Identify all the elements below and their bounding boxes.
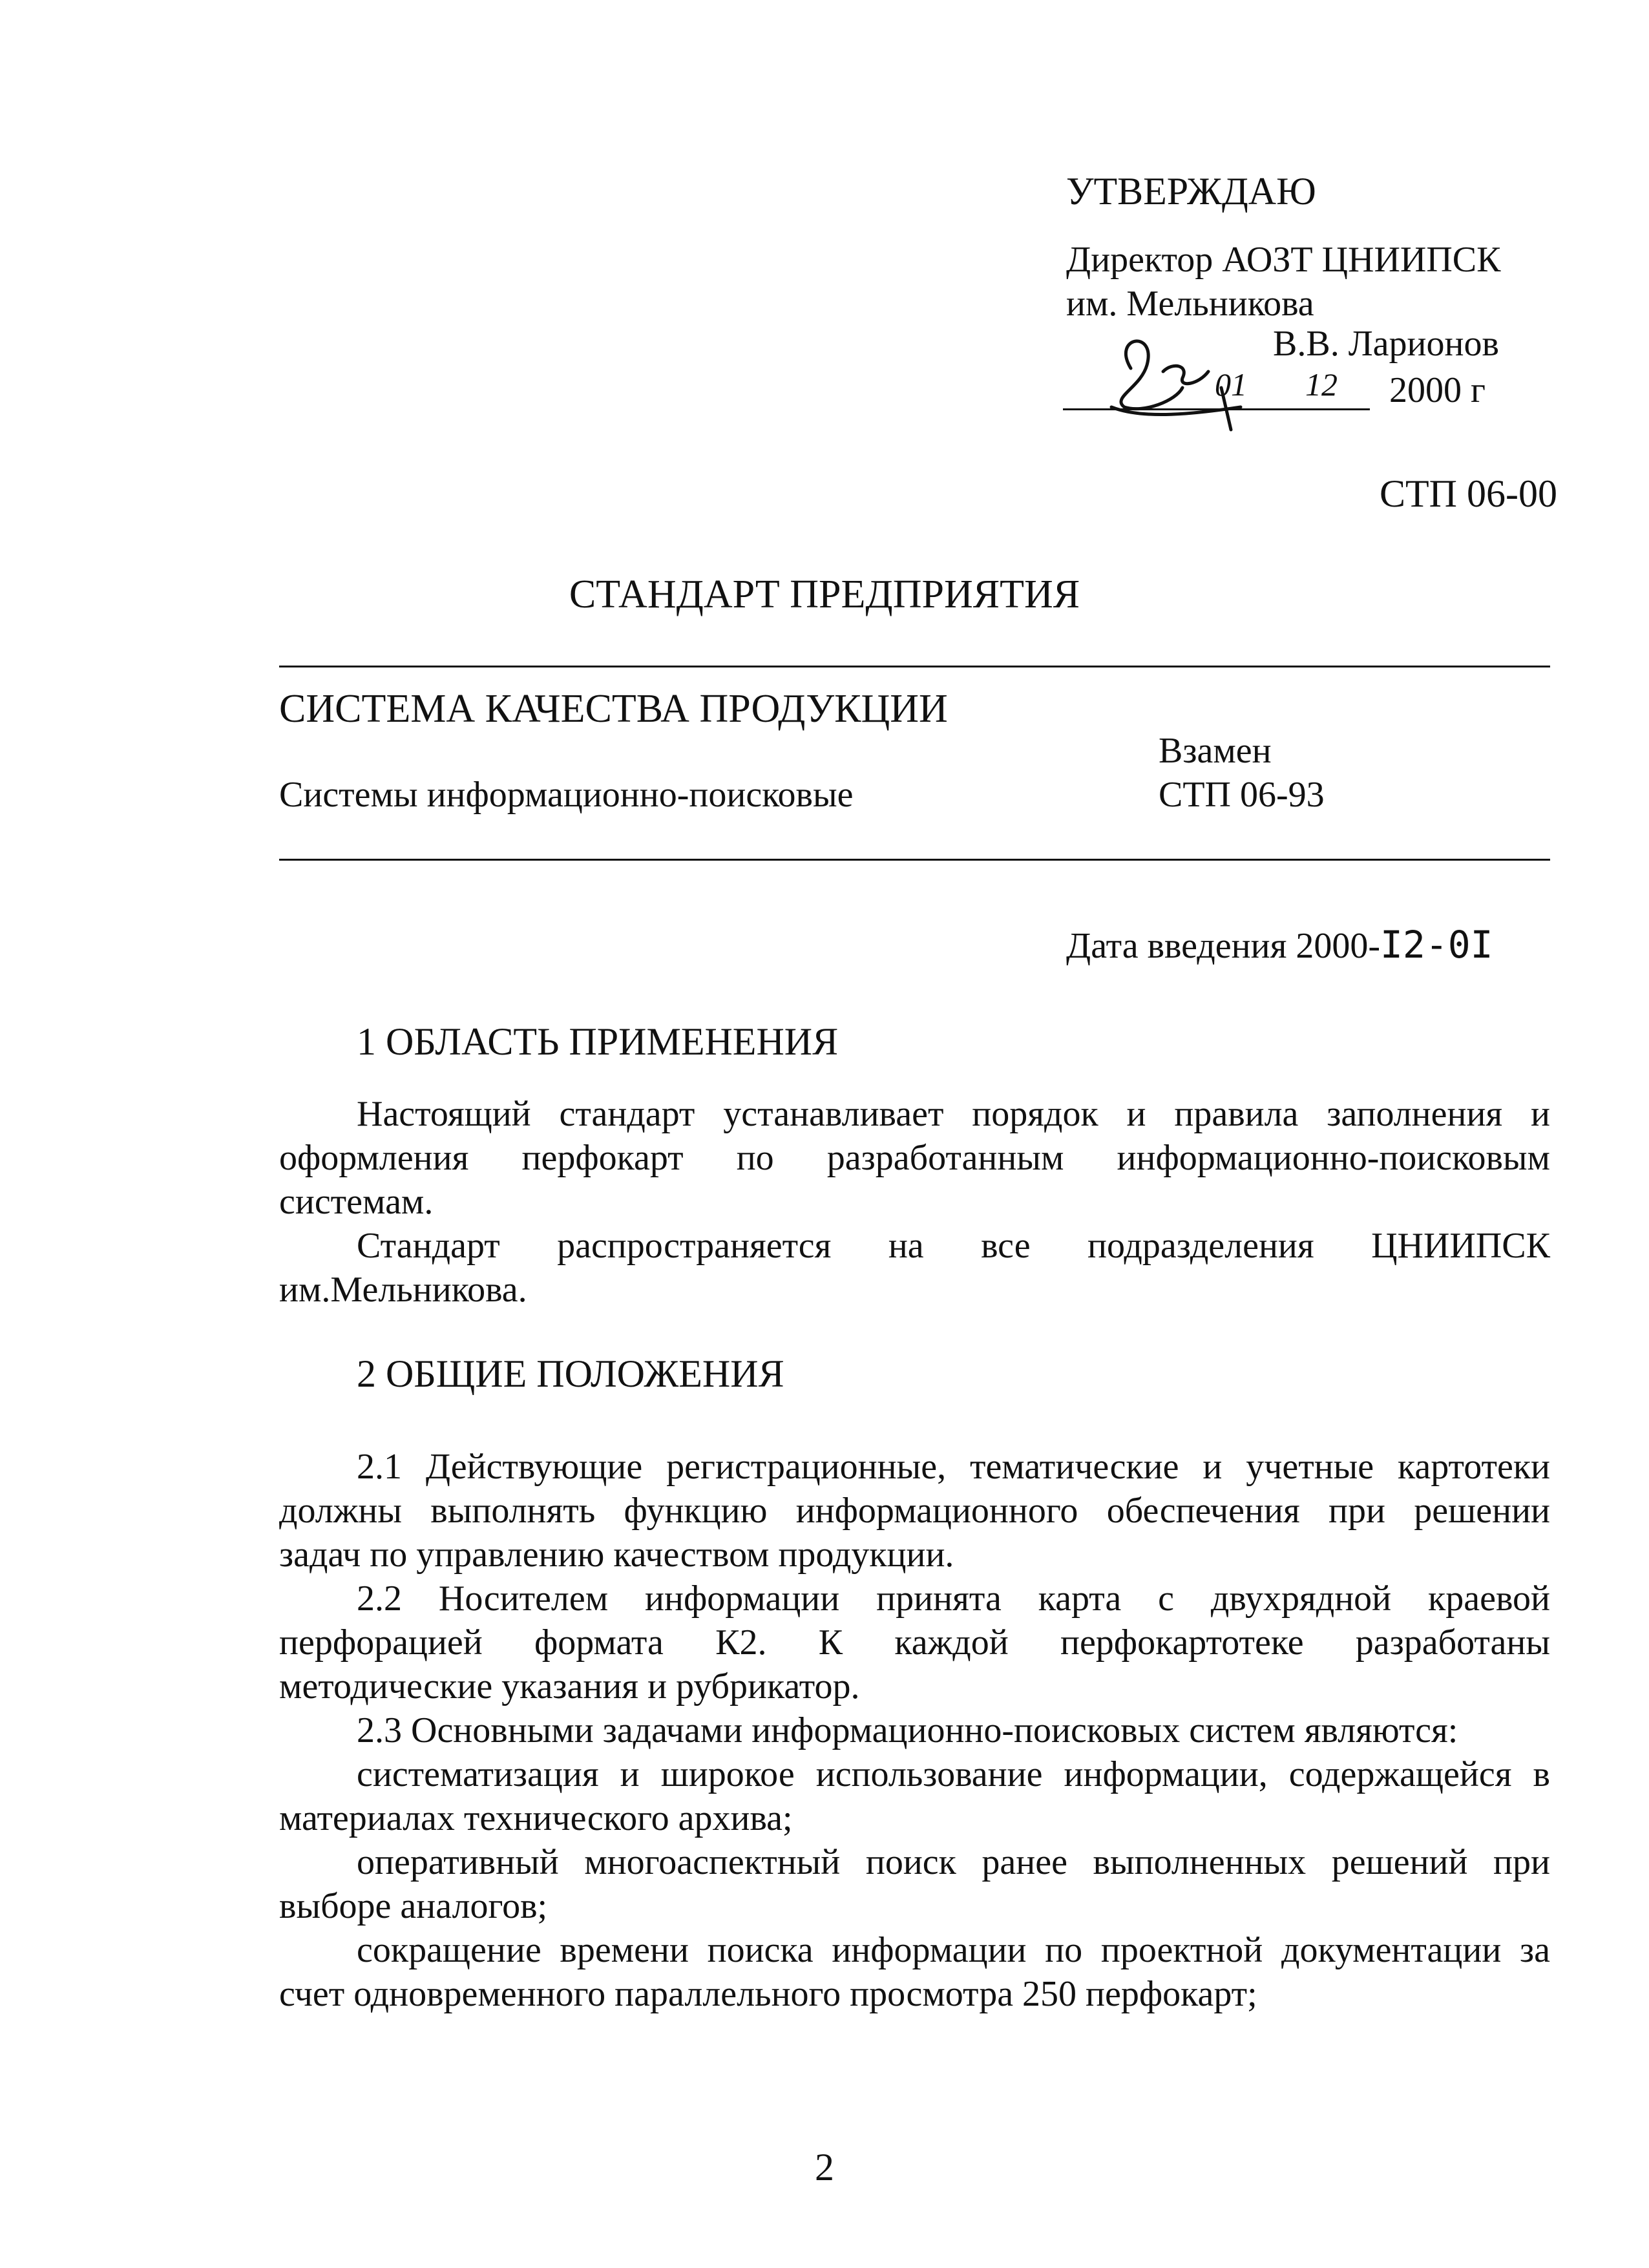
text-line: системам. xyxy=(279,1182,434,1222)
section-2-paragraph-2-3 xyxy=(279,1708,1550,1752)
replacement-label: Взамен xyxy=(1159,731,1272,771)
section-2-paragraph-2-1 xyxy=(279,1445,1550,1577)
text-line: выборе аналогов; xyxy=(279,1886,548,1926)
text-line: систематизация и широкое использование информации, содержащейся в xyxy=(357,1754,1550,1794)
section-1-paragraph-1 xyxy=(279,1092,1550,1224)
text-line: задач по управлению качеством продукции. xyxy=(279,1535,954,1575)
document-code: СТП 06-00 xyxy=(1380,472,1557,515)
bottom-divider xyxy=(279,859,1550,861)
text-line: сокращение времени поиска информации по проектной документации за xyxy=(357,1930,1550,1970)
text-line: методические указания и рубрикатор. xyxy=(279,1666,860,1706)
list-item-search xyxy=(279,1840,1550,1928)
text-line: перфорацией формата К2. К каждой перфокартотеке разработаны xyxy=(279,1622,1550,1663)
page-number: 2 xyxy=(815,2146,834,2189)
signature-mark xyxy=(1086,310,1279,433)
text-line: Стандарт распространяется на все подразделения ЦНИИПСК xyxy=(357,1226,1550,1266)
top-divider xyxy=(279,666,1550,667)
section-1-paragraph-2 xyxy=(279,1224,1550,1312)
subsystem-title: Системы информационно-поисковые xyxy=(279,775,854,815)
approval-title: УТВЕРЖДАЮ xyxy=(1066,170,1316,213)
text-line: им.Мельникова. xyxy=(279,1270,527,1310)
list-item-systematization xyxy=(279,1752,1550,1840)
text-line: оформления перфокарт по разработанным информационно-поисковым xyxy=(279,1138,1550,1178)
text-line: материалах технического архива; xyxy=(279,1798,793,1838)
list-item-time-reduction xyxy=(279,1928,1550,2016)
introduction-date-label: Дата введения 2000- xyxy=(1066,926,1380,966)
introduction-date-value: I2-0I xyxy=(1380,923,1493,967)
standard-title: СТАНДАРТ ПРЕДПРИЯТИЯ xyxy=(569,572,1080,616)
approval-name: В.В. Ларионов xyxy=(1273,324,1499,364)
introduction-date xyxy=(1066,923,1493,967)
section-1-heading: 1 ОБЛАСТЬ ПРИМЕНЕНИЯ xyxy=(357,1020,839,1063)
text-line: оперативный многоаспектный поиск ранее выполненных решений при xyxy=(357,1842,1550,1882)
signature-line xyxy=(1063,408,1370,410)
replacement-code: СТП 06-93 xyxy=(1159,775,1325,815)
text-line: 2.1 Действующие регистрационные, тематические и учетные картотеки xyxy=(357,1447,1550,1487)
text-line: 2.3 Основными задачами информационно-поисковых систем являются: xyxy=(357,1710,1458,1750)
section-2-heading: 2 ОБЩИЕ ПОЛОЖЕНИЯ xyxy=(357,1352,784,1395)
approval-year: 2000 г xyxy=(1389,370,1486,410)
approval-day: 01 xyxy=(1215,366,1247,403)
text-line: Настоящий стандарт устанавливает порядок и правила заполнения и xyxy=(357,1094,1550,1134)
approval-institute: им. Мельникова xyxy=(1066,284,1314,324)
text-line: должны выполнять функцию информационного обеспечения при решении xyxy=(279,1491,1550,1531)
system-title: СИСТЕМА КАЧЕСТВА ПРОДУКЦИИ xyxy=(279,687,948,731)
text-line: счет одновременного параллельного просмотра 250 перфокарт; xyxy=(279,1974,1257,2014)
approval-month: 12 xyxy=(1305,366,1338,403)
text-line: 2.2 Носителем информации принята карта с двухрядной краевой xyxy=(357,1579,1550,1619)
approval-position: Директор АОЗТ ЦНИИПСК xyxy=(1066,240,1501,280)
section-2-paragraph-2-2 xyxy=(279,1577,1550,1708)
